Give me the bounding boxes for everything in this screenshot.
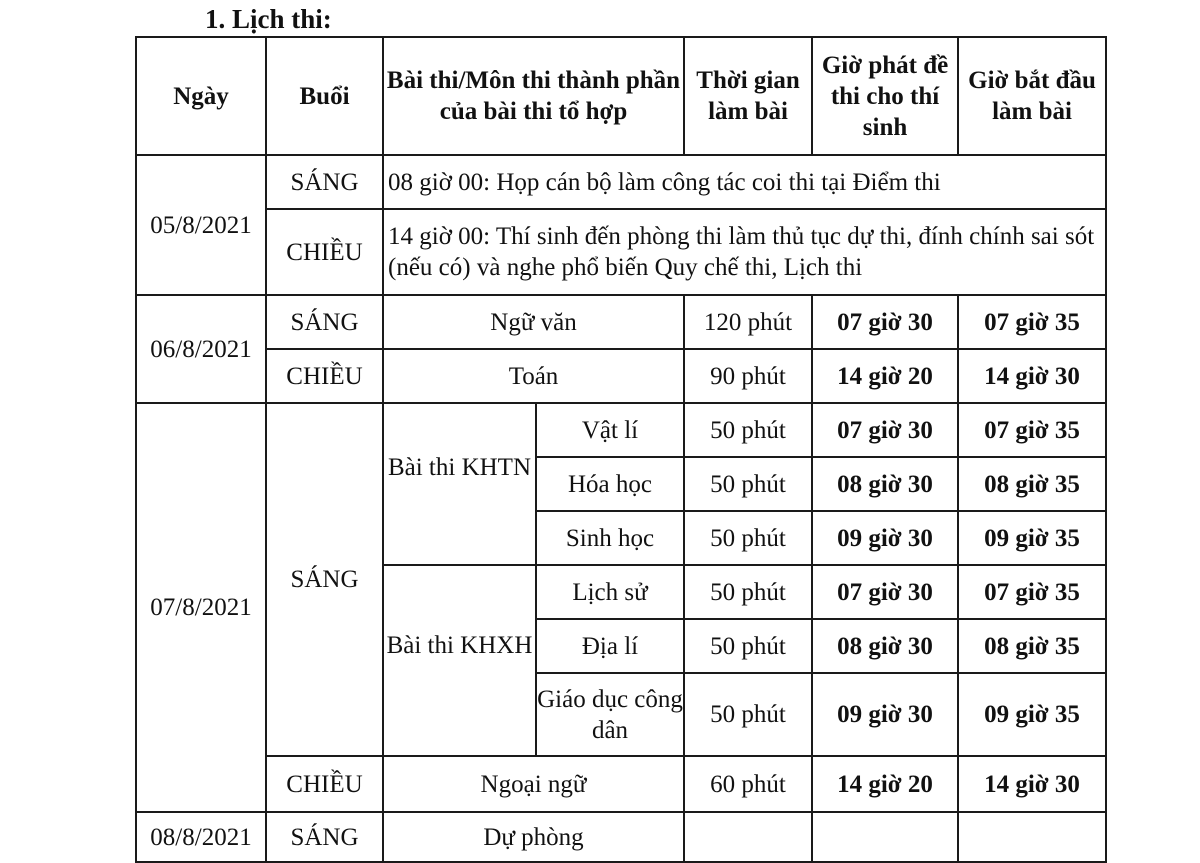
session-cell: CHIỀU: [266, 209, 383, 295]
header-distribute-time: Giờ phát đề thi cho thí sinh: [812, 37, 958, 155]
header-start-time: Giờ bắt đầu làm bài: [958, 37, 1106, 155]
subject-cell: Ngoại ngữ: [383, 756, 684, 812]
section-heading: 1. Lịch thi:: [205, 4, 332, 34]
distribute-time-cell: 07 giờ 30: [812, 403, 958, 457]
start-time-cell: 07 giờ 35: [958, 565, 1106, 619]
duration-cell: [684, 812, 812, 862]
header-duration: Thời gian làm bài: [684, 37, 812, 155]
duration-cell: 60 phút: [684, 756, 812, 812]
distribute-time-cell: 08 giờ 30: [812, 457, 958, 511]
header-subject: Bài thi/Môn thi thành phần của bài thi tổ hợp: [383, 37, 684, 155]
start-time-cell: 08 giờ 35: [958, 457, 1106, 511]
duration-cell: 50 phút: [684, 619, 812, 673]
duration-cell: 50 phút: [684, 403, 812, 457]
note-cell: 14 giờ 00: Thí sinh đến phòng thi làm thủ tục dự thi, đính chính sai sót (nếu có) và nghe phổ biến Quy chế thi, Lịch thi: [383, 209, 1106, 295]
date-cell: 08/8/2021: [136, 812, 266, 862]
duration-cell: 50 phút: [684, 565, 812, 619]
table-row: [136, 756, 1106, 812]
distribute-time-cell: 07 giờ 30: [812, 295, 958, 349]
start-time-cell: 09 giờ 35: [958, 673, 1106, 756]
table-row: [136, 155, 1106, 209]
table-row: [136, 349, 1106, 403]
subject-cell: Toán: [383, 349, 684, 403]
start-time-cell: 14 giờ 30: [958, 349, 1106, 403]
header-session: Buổi: [266, 37, 383, 155]
session-cell: CHIỀU: [266, 349, 383, 403]
date-cell: 06/8/2021: [136, 295, 266, 403]
distribute-time-cell: 14 giờ 20: [812, 756, 958, 812]
session-cell: SÁNG: [266, 295, 383, 349]
distribute-time-cell: 09 giờ 30: [812, 511, 958, 565]
start-time-cell: 07 giờ 35: [958, 403, 1106, 457]
start-time-cell: 07 giờ 35: [958, 295, 1106, 349]
table-row: [136, 209, 1106, 295]
date-cell: 07/8/2021: [136, 403, 266, 812]
date-cell: 05/8/2021: [136, 155, 266, 295]
subject-cell: Sinh học: [536, 511, 684, 565]
table-row: [136, 295, 1106, 349]
exam-schedule-table: [135, 36, 1107, 863]
duration-cell: 90 phút: [684, 349, 812, 403]
combined-exam-khxh: Bài thi KHXH: [383, 565, 536, 756]
duration-cell: 50 phút: [684, 511, 812, 565]
subject-cell: Lịch sử: [536, 565, 684, 619]
start-time-cell: 09 giờ 35: [958, 511, 1106, 565]
distribute-time-cell: 14 giờ 20: [812, 349, 958, 403]
session-cell: SÁNG: [266, 155, 383, 209]
subject-cell: Dự phòng: [383, 812, 684, 862]
distribute-time-cell: 07 giờ 30: [812, 565, 958, 619]
note-cell: 08 giờ 00: Họp cán bộ làm công tác coi thi tại Điểm thi: [383, 155, 1106, 209]
start-time-cell: 14 giờ 30: [958, 756, 1106, 812]
session-cell: CHIỀU: [266, 756, 383, 812]
subject-cell: Giáo dục công dân: [536, 673, 684, 756]
distribute-time-cell: 09 giờ 30: [812, 673, 958, 756]
session-cell: SÁNG: [266, 403, 383, 756]
start-time-cell: 08 giờ 35: [958, 619, 1106, 673]
duration-cell: 50 phút: [684, 673, 812, 756]
subject-cell: Ngữ văn: [383, 295, 684, 349]
header-date: Ngày: [136, 37, 266, 155]
subject-cell: Hóa học: [536, 457, 684, 511]
session-cell: SÁNG: [266, 812, 383, 862]
duration-cell: 120 phút: [684, 295, 812, 349]
header-row: [136, 37, 1106, 155]
combined-exam-khtn: Bài thi KHTN: [383, 403, 536, 565]
duration-cell: 50 phút: [684, 457, 812, 511]
subject-cell: Vật lí: [536, 403, 684, 457]
subject-cell: Địa lí: [536, 619, 684, 673]
distribute-time-cell: 08 giờ 30: [812, 619, 958, 673]
table-row: [136, 403, 1106, 457]
start-time-cell: [958, 812, 1106, 862]
table-row: [136, 812, 1106, 862]
distribute-time-cell: [812, 812, 958, 862]
